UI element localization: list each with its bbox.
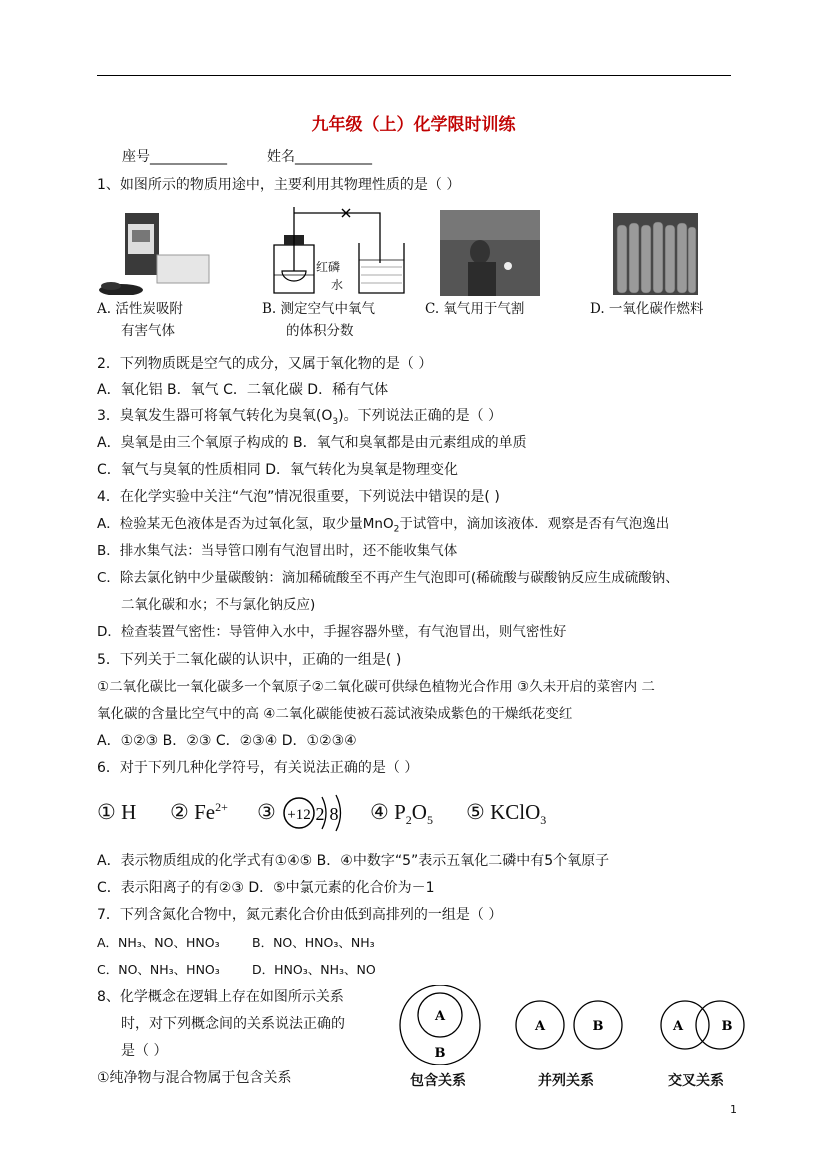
q1-caption-d: D. 一氧化碳作燃料 — [590, 301, 704, 317]
q8-stem-line1: 8、化学概念在逻辑上存在如图所示关系 — [97, 989, 344, 1005]
q4-option-a: A．检验某无色液体是否为过氧化氢，取少量MnO$_2$于试管中，滴加该液体．观察是否有气泡逸出 — [97, 516, 670, 535]
cross-circle-a — [661, 1001, 709, 1049]
q4-option-d: D．检查装置气密性：导管伸入水中，手握容器外壁，有气泡冒出，则气密性好 — [97, 624, 567, 640]
q5-statement-line2: 氧化碳的含量比空气中的高 ④二氧化碳能使被石蕊试液染成紫色的干燥纸花变红 — [97, 706, 573, 722]
q2-stem: 2．下列物质既是空气的成分，又属于氧化物的是（ ） — [97, 356, 433, 372]
page-number: 1 — [730, 1103, 737, 1116]
q6-options-cd: C．表示阳离子的有②③ D．⑤中氯元素的化合价为－1 — [97, 880, 435, 896]
symbol-p2o5: ④ $P_2O_5$ — [370, 800, 433, 828]
symbol-mg-atom-diagram-label: ③ — [257, 800, 276, 824]
symbol-kclo3: ⑤ KClO$_3$ — [466, 800, 547, 828]
q4-stem: 4．在化学实验中关注“气泡”情况很重要，下列说法中错误的是( ) — [97, 489, 500, 505]
gas-cylinders-photo — [613, 213, 698, 295]
q2-options: A．氧化铝 B．氧气 C．二氧化碳 D．稀有气体 — [97, 382, 389, 398]
q7-option-b: B．NO、HNO₃、NH₃ — [252, 935, 375, 950]
q5-statement-line1: ①二氧化碳比一氧化碳多一个氧原子②二氧化碳可供绿色植物光合作用 ③久未开启的菜窖内 二 — [97, 679, 655, 695]
q1-caption-b2: 的体积分数 — [286, 323, 354, 339]
q6-stem: 6．对于下列几种化学符号，有关说法正确的是（ ） — [97, 760, 419, 776]
electron-shell-1: 2 — [315, 804, 325, 824]
parallel-label-b: B — [592, 1019, 604, 1034]
q1-caption-b1: B. 测定空气中氧气 — [262, 301, 376, 317]
contain-label-b: B — [434, 1046, 446, 1061]
q8-statement-1: ①纯净物与混合物属于包含关系 — [97, 1070, 292, 1086]
q1-caption-c: C. 氧气用于气割 — [425, 301, 525, 317]
q8-stem-line2: 时，对下列概念间的关系说法正确的 — [121, 1016, 345, 1032]
cross-label-a: A — [672, 1019, 684, 1034]
symbol-h: ① H — [97, 800, 137, 824]
q8-stem-line3: 是（ ） — [121, 1043, 168, 1059]
cross-label-b: B — [721, 1019, 733, 1034]
contain-label-a: A — [434, 1009, 446, 1024]
q4-option-c1: C．除去氯化钠中少量碳酸钠：滴加稀硫酸至不再产生气泡即可(稀硫酸与碳酸钠反应生成硫酸钠、 — [97, 570, 679, 586]
concept-relation-diagrams — [395, 985, 755, 1065]
cross-relation-label: 交叉关系 — [668, 1073, 724, 1089]
q1-caption-a1: A. 活性炭吸附 — [97, 301, 183, 317]
contain-relation-label: 包含关系 — [410, 1073, 466, 1089]
header-rule — [97, 75, 731, 76]
q4-option-c2: 二氧化碳和水；不与氯化钠反应) — [121, 597, 316, 613]
name-field: 姓名___________ — [267, 149, 372, 165]
q6-options-ab: A．表示物质组成的化学式有①④⑤ B．④中数字“5”表示五氧化二磷中有5个氧原子 — [97, 853, 610, 869]
oxygen-cutting-photo — [440, 210, 540, 296]
q1-stem: 1、如图所示的物质用途中，主要利用其物理性质的是（ ） — [97, 177, 461, 193]
electron-shell-2: 8 — [329, 804, 339, 824]
cross-circle-b — [696, 1001, 744, 1049]
atom-structure-diagram — [282, 792, 350, 834]
q1-caption-a2: 有害气体 — [121, 323, 175, 339]
parallel-label-a: A — [534, 1019, 546, 1034]
q3-options-cd: C．氧气与臭氧的性质相同 D．氧气转化为臭氧是物理变化 — [97, 462, 459, 478]
activated-carbon-figure — [97, 210, 227, 295]
water-label: 水 — [331, 278, 344, 292]
q4-option-b: B．排水集气法：当导管口刚有气泡冒出时，还不能收集气体 — [97, 543, 458, 559]
symbol-fe-ion: ② $Fe^{2+}$ — [170, 800, 228, 824]
q3-stem: 3．臭氧发生器可将氧气转化为臭氧$(O_3)$。下列说法正确的是（ ） — [97, 408, 503, 427]
parallel-relation-label: 并列关系 — [538, 1073, 594, 1089]
red-phosphorus-label: 红磷 — [316, 260, 341, 274]
page-title: 九年级（上）化学限时训练 — [311, 115, 516, 135]
q7-option-a: A．NH₃、NO、HNO₃ — [97, 935, 220, 950]
q5-options: A．①②③ B．②③ C．②③④ D．①②③④ — [97, 733, 357, 749]
seat-field: 座号___________ — [122, 149, 227, 165]
q7-option-d: D．HNO₃、NH₃、NO — [252, 962, 376, 977]
q7-stem: 7．下列含氮化合物中，氮元素化合价由低到高排列的一组是（ ） — [97, 907, 503, 923]
nucleus-charge: +12 — [287, 807, 311, 823]
q3-options-ab: A．臭氧是由三个氧原子构成的 B．氧气和臭氧都是由元素组成的单质 — [97, 435, 527, 451]
q7-option-c: C．NO、NH₃、HNO₃ — [97, 962, 220, 977]
q5-stem: 5．下列关于二氧化碳的认识中，正确的一组是( ) — [97, 652, 402, 668]
